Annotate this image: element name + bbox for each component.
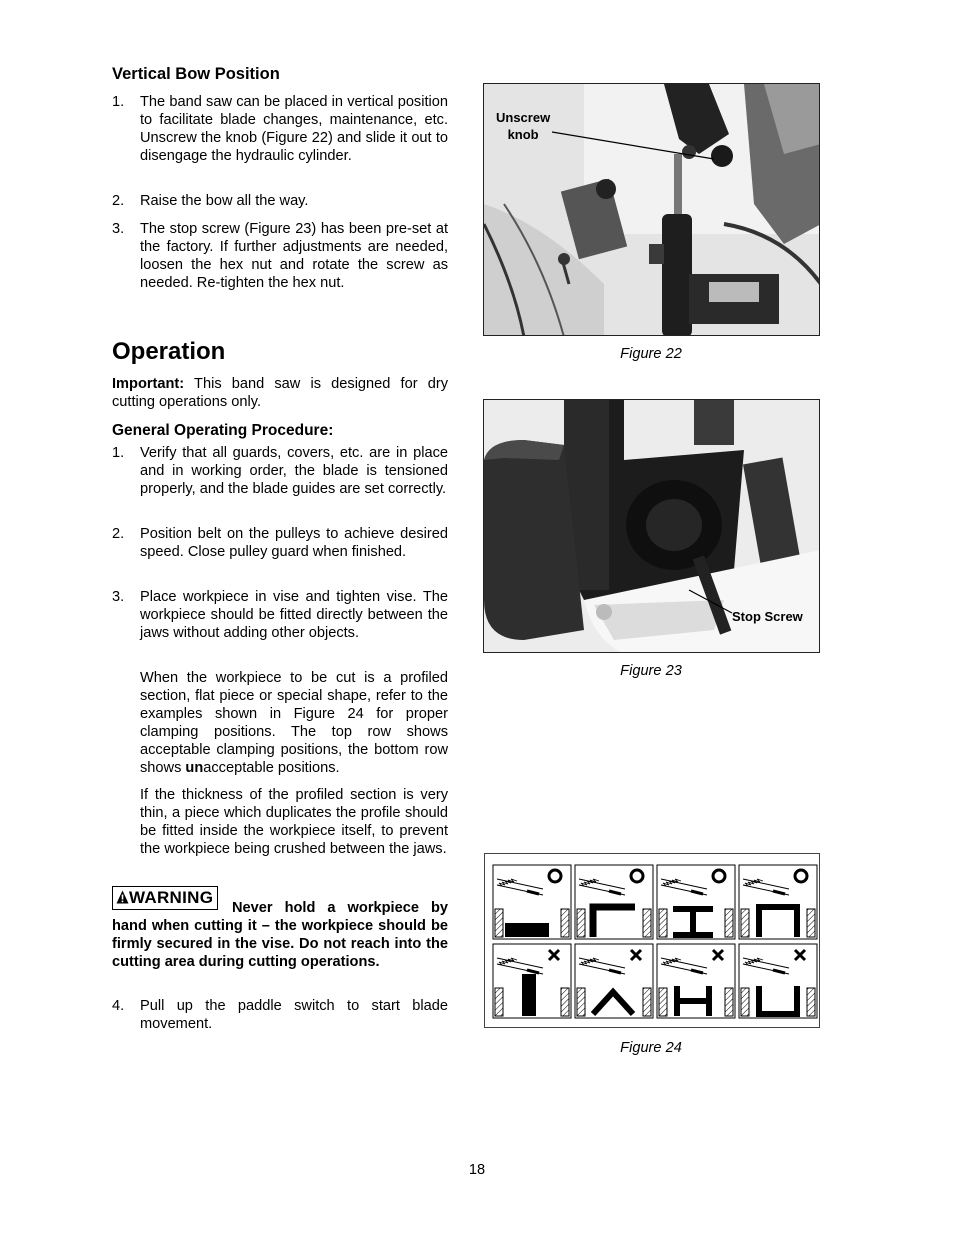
important-text: This band saw is designed for dry cutting operations only. <box>112 376 448 410</box>
list-item <box>112 525 448 561</box>
list-item <box>112 192 448 210</box>
step-text: Verify that all guards, covers, etc. are in place and in working order, the blade is tensioned properly, and the blade guides are set correctly. <box>140 445 448 497</box>
figure-24-caption: Figure 24 <box>620 1040 682 1056</box>
important-label: Important: <box>112 376 185 392</box>
warning-text: Never hold a workpiece by hand when cutting it – the workpiece should be firmly secured in the vise. Do not reach into the cutting area during cutting operations. <box>112 900 448 970</box>
important-note <box>112 375 448 411</box>
list-item <box>112 444 448 498</box>
figure-24-diagram <box>484 853 820 1028</box>
list-item <box>112 588 448 642</box>
operation-heading: Operation <box>112 338 226 365</box>
step-text: Raise the bow all the way. <box>140 193 309 209</box>
warning-label: WARNING <box>129 888 214 907</box>
figure-23-photo <box>483 399 820 653</box>
profile-text: When the workpiece to be cut is a profiled section, flat piece or special shape, refer to the examples shown in Figure 24 for proper clamping positions. The top row shows acceptable clamping positions, the bottom row shows <box>140 670 448 776</box>
list-item <box>112 93 448 165</box>
step-number: 3. <box>112 589 125 605</box>
profile-text-end: acceptable positions. <box>203 760 340 776</box>
unacceptable-row <box>493 944 817 1018</box>
step-text: Place workpiece in vise and tighten vise. The workpiece should be fitted directly between the jaws without adding other objects. <box>140 589 448 641</box>
step-number: 4. <box>112 998 125 1014</box>
figure-23-caption: Figure 23 <box>620 663 682 679</box>
step-number: 2. <box>112 526 125 542</box>
profile-paragraph <box>140 669 448 777</box>
step-number: 3. <box>112 221 125 237</box>
step-text: Position belt on the pulleys to achieve desired speed. Close pulley guard when finished. <box>140 526 448 560</box>
procedure-heading: General Operating Procedure: <box>112 422 334 439</box>
thin-section-paragraph: If the thickness of the profiled section is very thin, a piece which duplicates the profile should be fitted inside the workpiece itself, to prevent the workpiece being crushed between the jaws. <box>140 787 448 857</box>
step-number: 1. <box>112 445 125 461</box>
callout-line: Unscrew <box>496 110 551 125</box>
page-number: 18 <box>468 1162 486 1178</box>
figure-22-photo <box>483 83 820 336</box>
stop-screw-callout: Stop Screw <box>732 609 803 624</box>
step-text: The band saw can be placed in vertical position to facilitate blade changes, maintenance, etc. Unscrew the knob (Figure 22) and slide it out to disengage the hydraulic cylinder. <box>140 94 448 164</box>
list-item <box>112 220 448 292</box>
acceptable-row <box>493 865 817 939</box>
vertical-bow-heading: Vertical Bow Position <box>112 65 280 83</box>
step-text: The stop screw (Figure 23) has been pre-set at the factory. If further adjustments are needed, loosen the hex nut and rotate the screw as needed. Re-tighten the hex nut. <box>140 221 448 291</box>
profile-text-bold: un <box>185 760 204 776</box>
unscrew-knob-callout <box>496 109 550 143</box>
figure-22-caption: Figure 22 <box>620 346 682 362</box>
callout-line: knob <box>507 127 539 142</box>
clamping-positions-diagram <box>485 854 820 1028</box>
list-item <box>112 997 448 1033</box>
step-number: 1. <box>112 94 125 110</box>
step-number: 2. <box>112 193 125 209</box>
step-text: Pull up the paddle switch to start blade movement. <box>140 998 448 1032</box>
